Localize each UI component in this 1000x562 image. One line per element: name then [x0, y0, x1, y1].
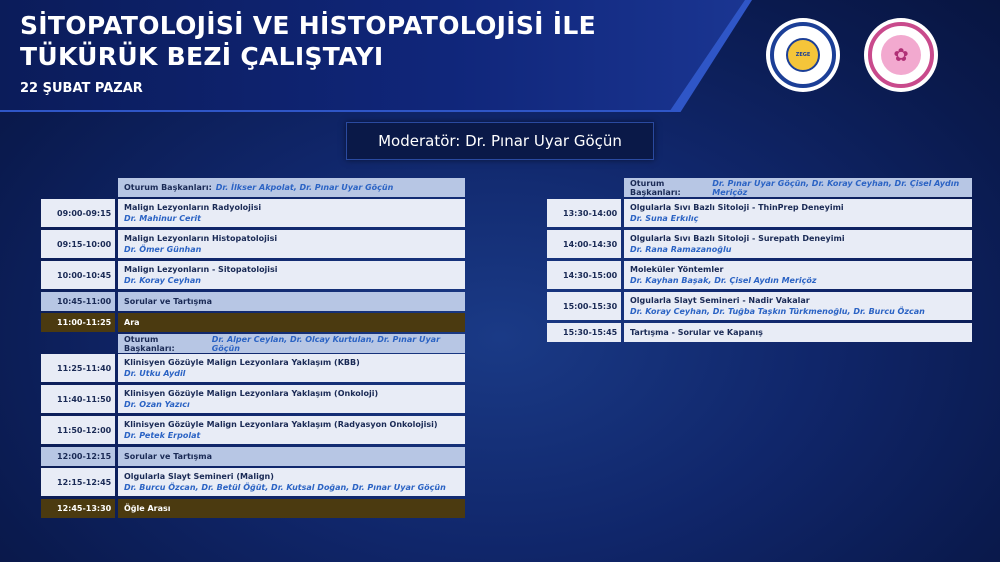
- session-cell: [118, 230, 465, 258]
- time-cell: 12:15-12:45: [41, 468, 115, 496]
- discussion-row: [41, 447, 465, 466]
- session-speaker: Dr. Koray Ceyhan, Dr. Tuğba Taşkın Türkmenoğlu, Dr. Burcu Özcan: [630, 307, 925, 316]
- table-row: [41, 354, 465, 382]
- session-cell: [624, 230, 972, 258]
- session-title: Olgularla Sıvı Bazlı Sitoloji - ThinPrep Deneyimi: [630, 203, 844, 212]
- time-cell: 12:45-13:30: [41, 499, 115, 518]
- session-cell: [118, 313, 465, 332]
- session-title: Malign Lezyonların Radyolojisi: [124, 203, 262, 212]
- session-speaker: Dr. Kayhan Başak, Dr. Çisel Aydın Meriçöz: [630, 276, 817, 285]
- event-title: [20, 10, 660, 72]
- session-title: Olgularla Slayt Semineri - Nadir Vakalar: [630, 296, 810, 305]
- chair-row: [547, 178, 972, 197]
- chair-label: Oturum Başkanları:: [124, 334, 175, 353]
- chair-names: Dr. Alper Ceylan, Dr. Olcay Kurtulan, Dr. Pınar Uyar Göçün: [211, 334, 441, 353]
- session-cell: [118, 499, 465, 518]
- time-cell: 14:30-15:00: [547, 261, 621, 289]
- session-title: Klinisyen Gözüyle Malign Lezyonlara Yaklaşım (KBB): [124, 358, 360, 367]
- time-cell: 11:00-11:25: [41, 313, 115, 332]
- session-speaker: Dr. Rana Ramazanoğlu: [630, 245, 732, 254]
- chair-row: [41, 334, 465, 353]
- session-title: Olgularla Sıvı Bazlı Sitoloji - Surepath Deneyimi: [630, 234, 845, 243]
- chair-cell: [118, 178, 465, 197]
- chair-label: Oturum Başkanları:: [124, 183, 212, 192]
- title-line-1: SİTOPATOLOJİSİ VE HİSTOPATOLOJİSİ İLE: [20, 11, 596, 40]
- session-cell: [118, 385, 465, 413]
- chair-cell: [118, 334, 465, 353]
- chair-cell: [624, 178, 972, 197]
- discussion-row: [547, 323, 972, 342]
- session-speaker: Dr. Ömer Günhan: [124, 245, 202, 254]
- session-cell: [118, 199, 465, 227]
- session-speaker: Dr. Utku Aydil: [124, 369, 186, 378]
- logo1-center: ZEGE: [786, 38, 820, 72]
- session-title: Olgularla Slayt Semineri (Malign): [124, 472, 274, 481]
- time-cell: 15:30-15:45: [547, 323, 621, 342]
- chair-names: Dr. Pınar Uyar Göçün, Dr. Koray Ceyhan, Dr. Çisel Aydın Meriçöz: [712, 178, 960, 197]
- chair-row: [41, 178, 465, 197]
- event-date: 22 ŞUBAT PAZAR: [20, 81, 143, 96]
- chair-names: Dr. İlkser Akpolat, Dr. Pınar Uyar Göçün: [215, 183, 394, 192]
- session-title: Klinisyen Gözüyle Malign Lezyonlara Yaklaşım (Onkoloji): [124, 389, 379, 398]
- session-speaker: Dr. Burcu Özcan, Dr. Betül Öğüt, Dr. Kutsal Doğan, Dr. Pınar Uyar Göçün: [124, 483, 446, 492]
- table-row: [41, 261, 465, 289]
- session-cell: [624, 292, 972, 320]
- time-cell: 14:00-14:30: [547, 230, 621, 258]
- chair-label: Oturum Başkanları:: [630, 178, 681, 197]
- session-speaker: Dr. Koray Ceyhan: [124, 276, 201, 285]
- session-title: Klinisyen Gözüyle Malign Lezyonlara Yaklaşım (Radyasyon Onkolojisi): [124, 420, 438, 429]
- time-cell: 10:00-10:45: [41, 261, 115, 289]
- session-title: Malign Lezyonların Histopatolojisi: [124, 234, 278, 243]
- session-speaker: Dr. Ozan Yazıcı: [124, 400, 190, 409]
- table-row: [547, 199, 972, 227]
- moderator-box: Moderatör: Dr. Pınar Uyar Göçün: [346, 122, 654, 160]
- table-row: [547, 261, 972, 289]
- sitopatoloji-dernegi-logo: [766, 18, 840, 92]
- session-cell: [118, 416, 465, 444]
- discussion-row: [41, 292, 465, 311]
- time-cell: 11:25-11:40: [41, 354, 115, 382]
- time-cell: 12:00-12:15: [41, 447, 115, 466]
- table-row: [41, 230, 465, 258]
- session-speaker: Dr. Mahinur Cerit: [124, 214, 201, 223]
- session-cell: [624, 261, 972, 289]
- time-cell: 13:30-14:00: [547, 199, 621, 227]
- table-row: [547, 230, 972, 258]
- session-title: Ara: [124, 318, 140, 327]
- session-cell: [118, 447, 465, 466]
- session-title: Tartışma - Sorular ve Kapanış: [630, 328, 763, 337]
- table-row: [41, 199, 465, 227]
- table-row: [547, 292, 972, 320]
- session-cell: [118, 292, 465, 311]
- time-cell: 11:40-11:50: [41, 385, 115, 413]
- session-cell: [624, 323, 972, 342]
- time-cell: 09:00-09:15: [41, 199, 115, 227]
- break-row: [41, 499, 465, 518]
- time-cell: 11:50-12:00: [41, 416, 115, 444]
- session-speaker: Dr. Suna Erkılıç: [630, 214, 699, 223]
- session-title: Öğle Arası: [124, 504, 171, 513]
- flower-icon: ✿: [881, 35, 921, 75]
- table-row: [41, 416, 465, 444]
- break-row: [41, 313, 465, 332]
- session-title: Moleküler Yöntemler: [630, 265, 724, 274]
- session-title: Sorular ve Tartışma: [124, 452, 213, 461]
- session-cell: [118, 354, 465, 382]
- session-cell: [118, 468, 465, 496]
- session-cell: [624, 199, 972, 227]
- patoloji-dernekleri-logo: [864, 18, 938, 92]
- time-cell: 09:15-10:00: [41, 230, 115, 258]
- session-title: Malign Lezyonların - Sitopatolojisi: [124, 265, 278, 274]
- session-speaker: Dr. Petek Erpolat: [124, 431, 201, 440]
- session-cell: [118, 261, 465, 289]
- time-cell: 10:45-11:00: [41, 292, 115, 311]
- session-title: Sorular ve Tartışma: [124, 297, 213, 306]
- table-row: [41, 385, 465, 413]
- table-row: [41, 468, 465, 496]
- title-line-2: TÜKÜRÜK BEZİ ÇALIŞTAYI: [20, 42, 384, 71]
- time-cell: 15:00-15:30: [547, 292, 621, 320]
